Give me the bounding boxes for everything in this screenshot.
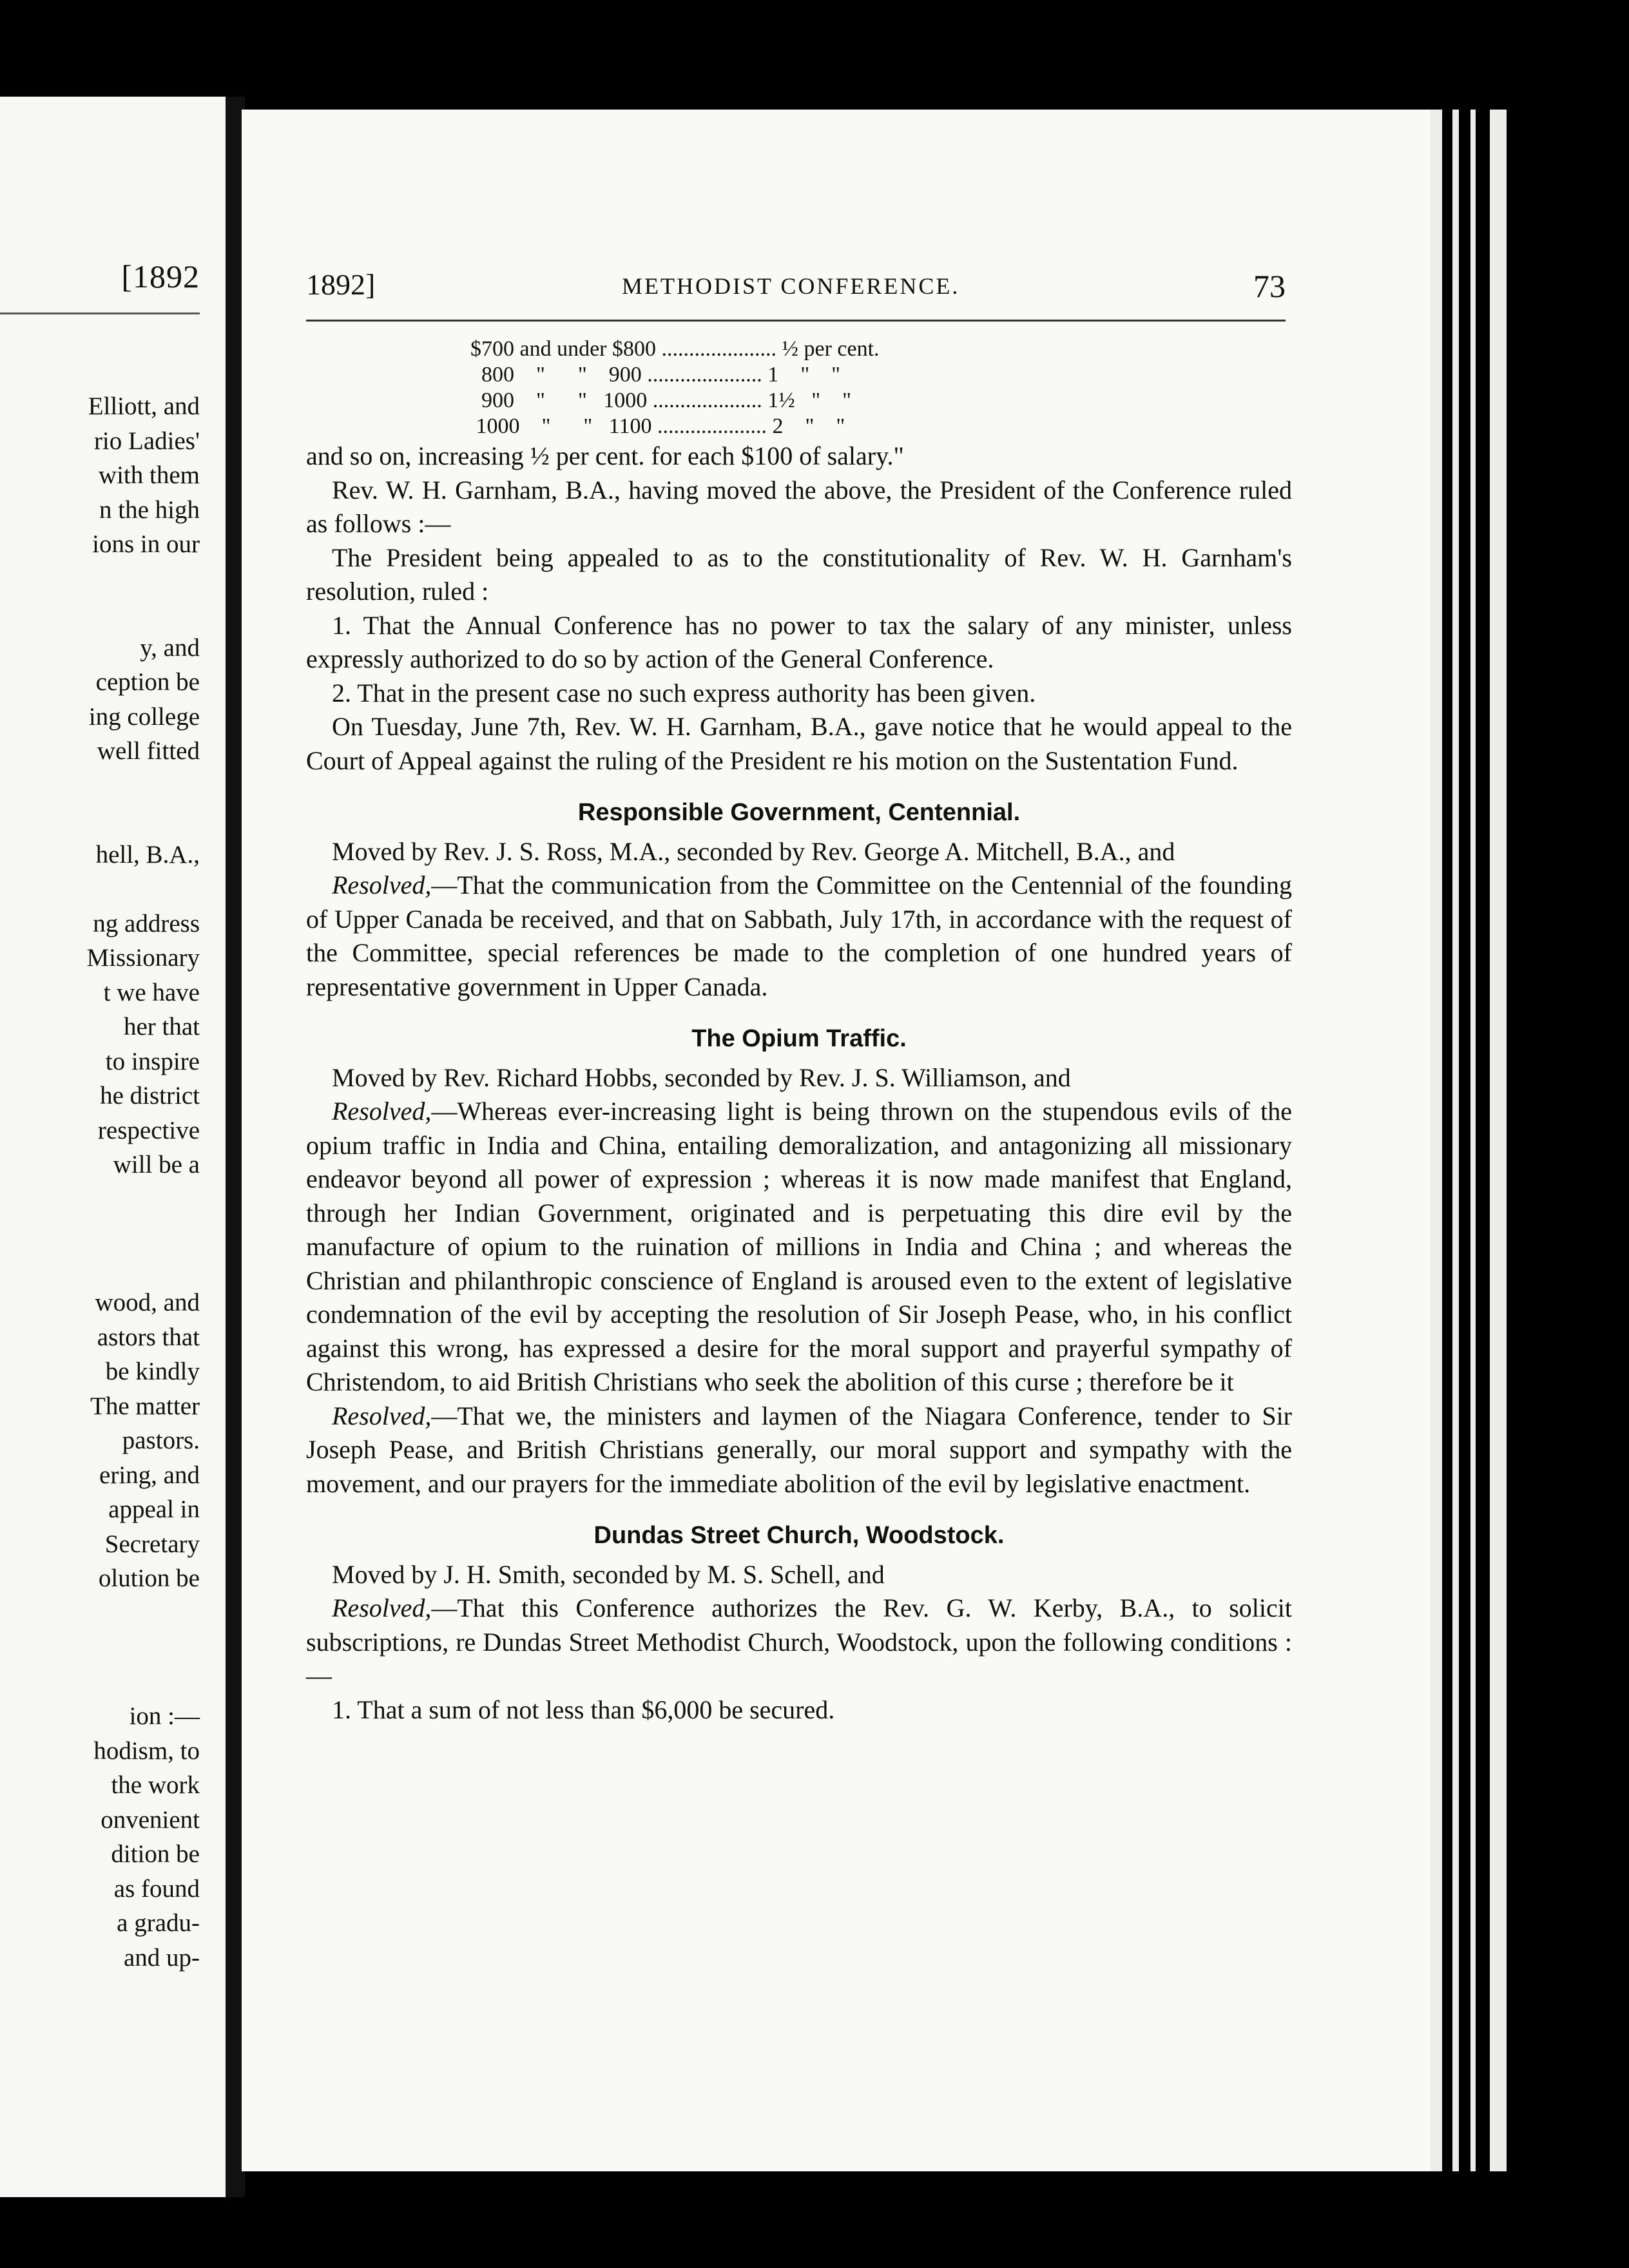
left-facing-page bbox=[0, 97, 229, 2197]
left-page-line: be kindly bbox=[105, 1358, 200, 1385]
left-page-line: onvenient bbox=[101, 1805, 200, 1834]
resolution bbox=[306, 869, 1292, 1004]
paragraph: and so on, increasing ½ per cent. for each $100 of salary." bbox=[306, 441, 904, 470]
left-page-line: The matter bbox=[90, 1392, 200, 1420]
left-page-line: with them bbox=[98, 461, 200, 489]
resolution-text: —Whereas ever-increasing light is being thrown on the stupendous evils of the opium traffic in India and China, entailing demoralization, and antagonizing all missionary endeavor beyond all power of expression ; whereas it is now made manifest that England, through her Indian Government, originated and is perpetuating this dire evil by the manufacture of opium to the ruination of millions in India and China ; and whereas the Christian and philanthropic conscience of England is aroused even to the extent of legislative condemnation of the evil by accepting the resolution of Sir Joseph Pease, who, in his conflict against this wrong, has expressed a desire for the moral support and prayerful sympathy of Christendom, to aid British Christians who seek the abolition of this curse ; therefore be it bbox=[306, 1097, 1292, 1396]
resolved-label: Resolved, bbox=[332, 1097, 432, 1126]
left-page-line: hodism, to bbox=[93, 1736, 200, 1765]
left-page-line: will be a bbox=[113, 1151, 200, 1178]
salary-table bbox=[470, 336, 1292, 439]
page-edge bbox=[1452, 110, 1459, 2171]
motion-text: Moved by Rev. J. S. Ross, M.A., seconded by Rev. George A. Mitchell, B.A., and bbox=[332, 836, 1175, 866]
left-page-line: her that bbox=[123, 1013, 200, 1041]
left-page-line: rio Ladies' bbox=[93, 427, 200, 455]
running-header bbox=[306, 267, 1286, 312]
left-page-line: pastors. bbox=[122, 1427, 200, 1454]
section-heading: Responsible Government, Centennial. bbox=[577, 799, 1021, 826]
left-page-line: he district bbox=[100, 1082, 200, 1110]
resolution-text: —That we, the ministers and laymen of the Niagara Conference, tender to Sir Joseph Pease, and British Christians generally, our moral support and sympathy with the movement, and our prayers for the immediate abolition of the evil by legislative enactment. bbox=[306, 1401, 1292, 1498]
resolution bbox=[306, 1095, 1292, 1399]
condition-item: 1. That a sum of not less than $6,000 be secured. bbox=[332, 1695, 835, 1724]
left-page-line: appeal in bbox=[108, 1495, 200, 1523]
page-edge bbox=[1490, 110, 1507, 2171]
left-page-line: ions in our bbox=[92, 530, 200, 558]
ruling-item: 1. That the Annual Conference has no power to tax the salary of any minister, unless expressly authorized to do so by action of the General Conference. bbox=[306, 610, 1292, 673]
left-page-line: Secretary bbox=[104, 1530, 200, 1558]
resolution bbox=[306, 1399, 1292, 1501]
left-page-line: a gradu- bbox=[117, 1909, 200, 1937]
left-page-line: respective bbox=[97, 1116, 200, 1144]
left-page-line: the work bbox=[111, 1771, 200, 1799]
resolved-label: Resolved, bbox=[332, 870, 432, 899]
header-rule bbox=[306, 320, 1286, 322]
page-edge bbox=[1470, 110, 1476, 2171]
left-page-line: wood, and bbox=[95, 1289, 200, 1316]
left-page-header: [1892 bbox=[121, 258, 200, 294]
header-title: METHODIST CONFERENCE. bbox=[622, 273, 960, 299]
motion-text: Moved by J. H. Smith, seconded by M. S. Schell, and bbox=[332, 1559, 885, 1589]
paragraph: On Tuesday, June 7th, Rev. W. H. Garnham, B.A., gave notice that he would appeal to the Court of Appeal against the ruling of the President re his motion on the Sustentation Fund. bbox=[306, 712, 1292, 775]
left-page-line: to inspire bbox=[105, 1047, 200, 1075]
left-page-line: well fitted bbox=[97, 737, 200, 765]
left-page-line: as found bbox=[113, 1874, 200, 1903]
left-page-line: y, and bbox=[140, 633, 200, 662]
left-page-line: ng address bbox=[93, 909, 200, 937]
section-heading: The Opium Traffic. bbox=[691, 1025, 907, 1052]
resolution-text: —That this Conference authorizes the Rev. G. W. Kerby, B.A., to solicit subscriptions, re Dundas Street Methodist Church, Woodstock, upon the following conditions :— bbox=[306, 1593, 1292, 1690]
left-header-rule bbox=[0, 312, 200, 314]
header-year: 1892] bbox=[306, 268, 376, 301]
left-page-line: olution be bbox=[98, 1564, 200, 1592]
paragraph: The President being appealed to as to the constitutionality of Rev. W. H. Garnham's resolution, ruled : bbox=[306, 543, 1292, 606]
left-page-line: and up- bbox=[123, 1943, 200, 1972]
left-page-line: astors that bbox=[97, 1323, 200, 1351]
section-heading: Dundas Street Church, Woodstock. bbox=[593, 1522, 1005, 1549]
left-page-line: n the high bbox=[99, 495, 200, 524]
salary-row: 1000 " " 1100 .................... 2 " " bbox=[470, 414, 845, 438]
left-page-line: t we have bbox=[103, 978, 200, 1006]
paragraph: Rev. W. H. Garnham, B.A., having moved the above, the President of the Conference ruled as follows :— bbox=[306, 475, 1292, 538]
page-body bbox=[306, 336, 1292, 1727]
motion-text: Moved by Rev. Richard Hobbs, seconded by Rev. J. S. Williamson, and bbox=[332, 1062, 1071, 1092]
left-page-line: hell, B.A., bbox=[95, 840, 200, 869]
page-number: 73 bbox=[1253, 268, 1286, 304]
left-page-line: ing college bbox=[88, 702, 200, 731]
left-page-line: dition be bbox=[111, 1840, 200, 1868]
left-page-line: Missionary bbox=[86, 944, 200, 972]
salary-row: $700 and under $800 ..................... ½ per cent. bbox=[470, 337, 880, 361]
page-edge bbox=[1431, 110, 1442, 2171]
ruling-item: 2. That in the present case no such express authority has been given. bbox=[332, 678, 1036, 707]
left-page-line: ering, and bbox=[99, 1461, 200, 1489]
left-page-line: Elliott, and bbox=[88, 392, 200, 420]
page-edges bbox=[1431, 110, 1508, 2171]
resolution bbox=[306, 1591, 1292, 1693]
resolution-text: —That the communication from the Committee on the Centennial of the founding of Upper Canada be received, and that on Sabbath, July 17th, in accordance with the request of the Committee, special references be made to the completion of one hundred years of representative government in Upper Canada. bbox=[306, 870, 1292, 1001]
left-page-line: ion :— bbox=[129, 1702, 200, 1730]
resolved-label: Resolved, bbox=[332, 1593, 432, 1622]
resolved-label: Resolved, bbox=[332, 1401, 432, 1430]
salary-row: 900 " " 1000 .................... 1½ " " bbox=[470, 389, 852, 412]
main-page bbox=[242, 110, 1440, 2171]
salary-row: 800 " " 900 ..................... 1 " " bbox=[470, 363, 841, 387]
left-page-line: ception be bbox=[95, 668, 200, 696]
